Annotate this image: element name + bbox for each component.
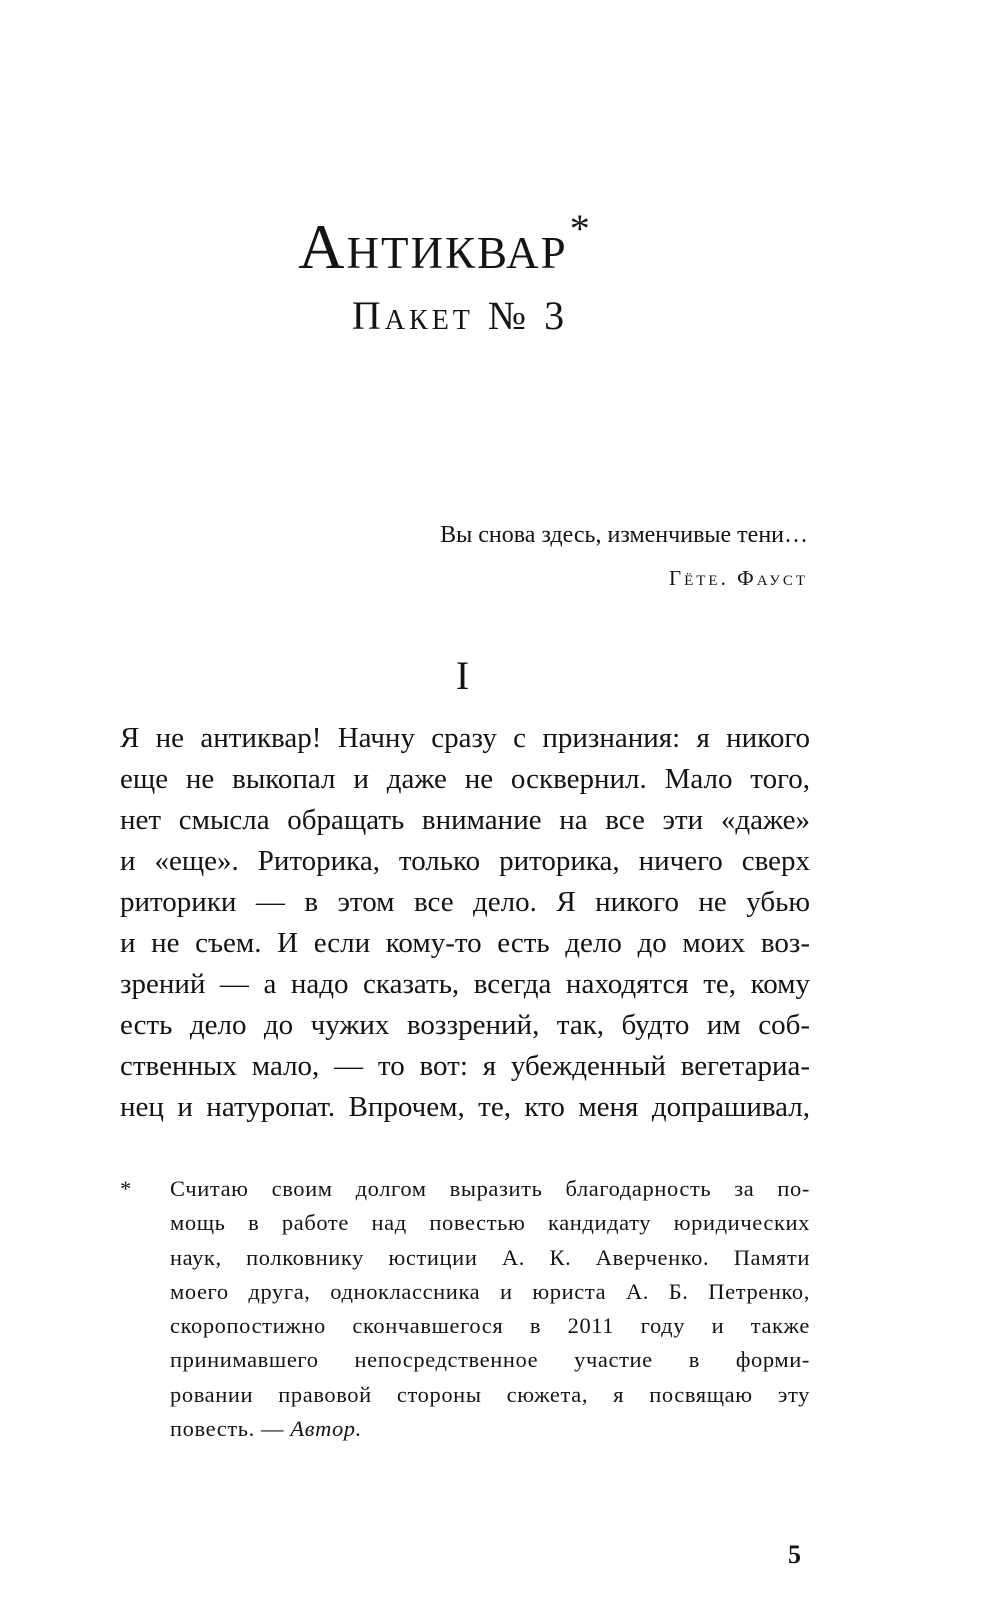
body-line: риторики — в этом все дело. Я никого не убью [120,886,810,918]
body-line: и не съем. И если кому-то есть дело до моих воз- [120,927,810,959]
body-line: нец и натуропат. Впрочем, те, кто меня допрашивал, [120,1091,810,1123]
footnote-line: ровании правовой стороны сюжета, я посвящаю эту [170,1381,810,1407]
footnote-line: Считаю своим долгом выразить благодарность за по- [170,1176,810,1201]
footnote-line: скоропостижно скончавшегося в 2011 году и также [170,1313,810,1339]
body-line: ственных мало, — то вот: я убежденный вегетариа- [120,1050,810,1082]
footnote-line: мощь в работе над повестью кандидату юридических [170,1210,810,1236]
footnote [120,1172,810,1446]
footnote-line: принимавшего непосредственное участие в форми- [170,1347,810,1373]
body-line: Я не антиквар! Начну сразу с признания: я никого [120,722,810,754]
title-text: Антиквар [298,211,568,282]
epigraph-source: Гёте. Фауст [668,566,808,590]
body-line: нет смысла обращать внимание на все эти «даже» [120,804,810,836]
chapter-number: I [455,653,470,698]
body-line: есть дело до чужих воззрений, так, будто им соб- [120,1009,810,1041]
page-number: 5 [788,1540,801,1569]
page-title [0,205,890,284]
footnote-last-line [170,1412,810,1446]
body-text [120,718,810,1128]
footnote-author: Автор. [290,1416,362,1442]
body-line: и «еще». Риторика, только риторика, ничего сверх [120,845,810,877]
body-line: еще не выкопал и даже не осквернил. Мало того, [120,763,810,795]
body-line: зрений — а надо сказать, всегда находятся те, кому [120,968,810,1000]
footnote-marker: * [569,206,592,251]
epigraph-text: Вы снова здесь, изменчивые тени… [440,522,808,548]
footnote-line: наук, полковнику юстиции А. К. Аверченко. Памяти [170,1244,810,1270]
footnote-line: моего друга, одноклассника и юриста А. Б. Петренко, [170,1278,810,1304]
footnote-last-text: повесть. — [170,1416,291,1442]
footnote-mark: * [120,1176,132,1201]
subtitle: Пакет № 3 [351,293,569,338]
